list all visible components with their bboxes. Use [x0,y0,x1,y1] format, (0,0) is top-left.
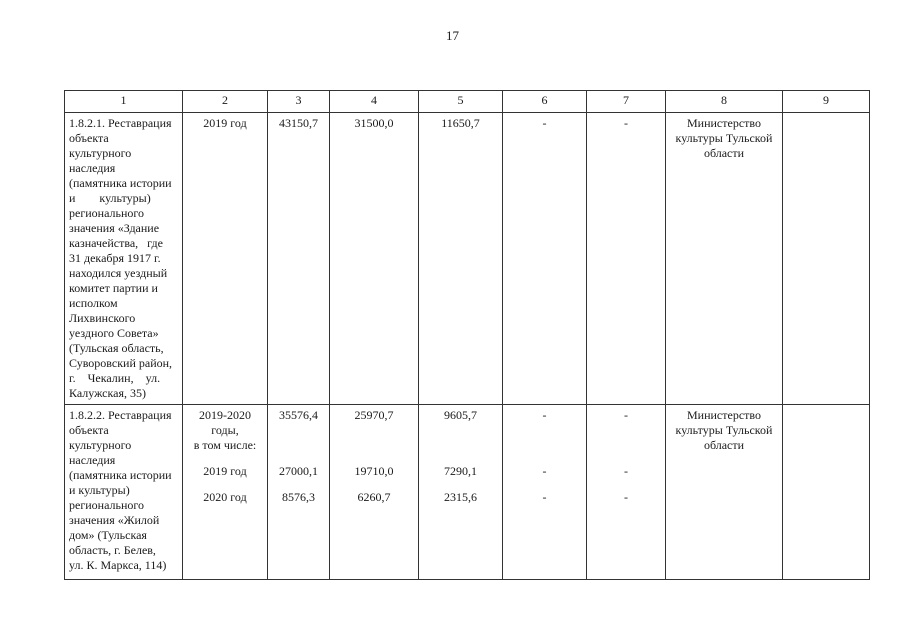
header-cell-4: 4 [330,91,419,113]
value-cell-3: 35576,4 27000,1 8576,3 [268,405,330,580]
value-cell-4: 31500,0 [330,113,419,405]
executor-cell: Министерство культуры Тульской области [666,405,783,580]
header-cell-9: 9 [783,91,870,113]
header-row [65,91,870,113]
object-name-cell: 1.8.2.1. Реставрация объекта культурного наследия (памятника истории и культуры) регионального значения «Здание казначейства, где 31 декабря 1917 г. находился уездный комитет партии и исполком Лихвинского уездного Совета» (Тульская область, Суворовский район, г. Чекалин, ул. Калужская, 35) [65,113,183,405]
value-cell-7: - - - [587,405,666,580]
value-cell-6: - - - [503,405,587,580]
program-table [64,90,870,580]
header-cell-3: 3 [268,91,330,113]
value-cell-4: 25970,7 19710,0 6260,7 [330,405,419,580]
value-cell-5: 11650,7 [419,113,503,405]
header-cell-7: 7 [587,91,666,113]
header-cell-2: 2 [183,91,268,113]
value-cell-7: - [587,113,666,405]
table-row [65,113,870,405]
period-cell: 2019-2020 годы, в том числе: 2019 год 2020 год [183,405,268,580]
table-row [65,405,870,580]
header-cell-8: 8 [666,91,783,113]
value-cell-5: 9605,7 7290,1 2315,6 [419,405,503,580]
value-cell-9 [783,405,870,580]
executor-cell: Министерство культуры Тульской области [666,113,783,405]
object-name-cell: 1.8.2.2. Реставрация объекта культурного наследия (памятника истории и культуры) регионального значения «Жилой дом» (Тульская область, г. Белев, ул. К. Маркса, 114) [65,405,183,580]
page-number: 17 [446,28,459,43]
header-cell-1: 1 [65,91,183,113]
header-cell-5: 5 [419,91,503,113]
value-cell-3: 43150,7 [268,113,330,405]
header-cell-6: 6 [503,91,587,113]
value-cell-6: - [503,113,587,405]
period-cell: 2019 год [183,113,268,405]
value-cell-9 [783,113,870,405]
